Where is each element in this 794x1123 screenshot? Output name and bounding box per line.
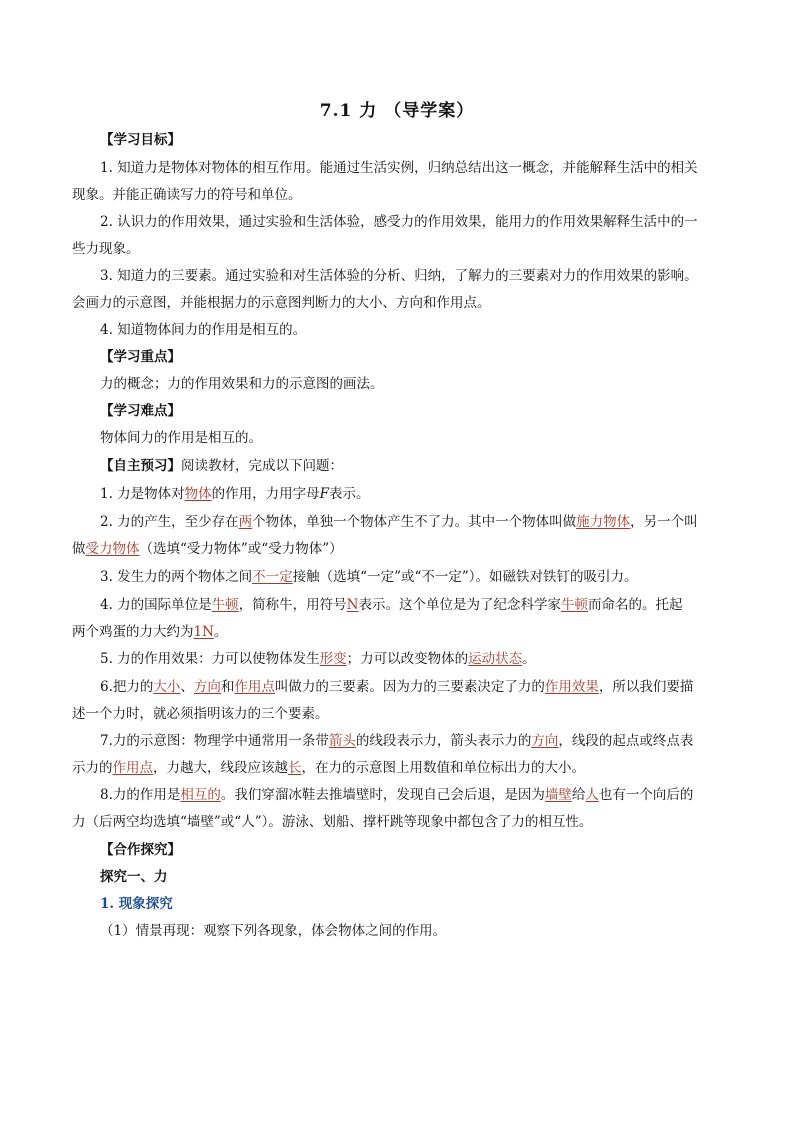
objective-3-line-2: 会画力的示意图，并能根据力的示意图判断力的大小、方向和作用点。 xyxy=(72,295,491,311)
question-7-line-1 xyxy=(100,731,693,751)
q7-text-e: ，力越大，线段应该越 xyxy=(153,760,288,776)
q2-text-e: （选填“受力物体”或“受力物体”） xyxy=(139,541,343,557)
explore-heading: 探究一、力 xyxy=(100,869,168,885)
explore-subheading: 1. 现象探究 xyxy=(100,896,173,912)
q4-text-f: 。 xyxy=(213,624,228,640)
key-points-text: 力的概念；力的作用效果和力的示意图的画法。 xyxy=(100,376,384,392)
objective-1-line-2: 现象。并能正确读写力的符号和单位。 xyxy=(72,187,302,203)
q5-text-c: 。 xyxy=(522,651,536,667)
q3-answer-1: 不一定 xyxy=(252,569,293,585)
q6-text-a: 6.把力的 xyxy=(100,679,154,695)
difficulty-text: 物体间力的作用是相互的。 xyxy=(100,430,262,446)
cooperation-header: 【合作探究】 xyxy=(100,842,181,858)
q2-text-b: 个物体，单独一个物体产生不了力。其中一个物体叫做 xyxy=(252,514,577,530)
question-1 xyxy=(100,484,370,504)
q4-answer-2: N xyxy=(346,597,359,613)
q6-text-b: 、 xyxy=(180,679,194,695)
question-7-line-2 xyxy=(72,758,585,778)
q7-answer-4: 长 xyxy=(288,760,302,776)
q7-answer-3: 作用点 xyxy=(112,760,153,776)
q4-text-d: 而命名的。托起 xyxy=(587,597,683,613)
q8-answer-3: 人 xyxy=(585,787,599,803)
q5-text-b: ；力可以改变物体的 xyxy=(346,651,469,667)
q3-text-a: 3. 发生力的两个物体之间 xyxy=(100,569,253,585)
q4-text-e: 两个鸡蛋的力大约为 xyxy=(72,624,194,640)
explore-scene: （1）情景再现：观察下列各现象，体会物体之间的作用。 xyxy=(100,923,447,939)
q3-text-b: 接触（选填“一定”或“不一定”）。如磁铁对铁钉的吸引力。 xyxy=(292,569,638,585)
q8-answer-2: 墙壁 xyxy=(544,787,572,803)
q2-answer-2: 施力物体 xyxy=(576,514,631,530)
q1-symbol: F xyxy=(319,486,330,502)
q2-answer-3: 受力物体 xyxy=(85,541,140,557)
q6-text-e: ，所以我们要描 xyxy=(598,679,694,695)
question-5 xyxy=(100,649,536,669)
objective-3-line-1: 3. 知道力的三要素。通过实验和对生活体验的分析、归纳，了解力的三要素对力的作用效果的影响。 xyxy=(100,268,698,284)
preview-header: 【自主预习】 xyxy=(100,458,181,474)
q7-text-d: 示力的 xyxy=(72,760,113,776)
q4-answer-4: 1N xyxy=(193,624,214,640)
q2-text-d: 做 xyxy=(72,541,86,557)
q7-text-f: ，在力的示意图上用数值和单位标出力的大小。 xyxy=(301,760,585,776)
q8-text-c: 给 xyxy=(571,787,586,803)
q6-answer-2: 方向 xyxy=(193,679,221,695)
preview-line xyxy=(100,456,343,476)
question-4-line-2 xyxy=(72,622,227,642)
q4-answer-3: 牛顿 xyxy=(560,597,588,613)
q4-text-c: 表示。这个单位是为了纪念科学家 xyxy=(358,597,561,613)
q1-answer-1: 物体 xyxy=(184,486,212,502)
q8-text-a: 8.力的作用是 xyxy=(100,787,181,803)
question-6-line-1 xyxy=(100,677,693,697)
question-4-line-1 xyxy=(100,595,682,615)
objective-1-line-1: 1. 知道力是物体对物体的相互作用。能通过生活实例，归纳总结出这一概念，并能解释生活中的相关 xyxy=(100,160,698,176)
q6-text-d: 叫做力的三要素。因为力的三要素决定了力的 xyxy=(274,679,545,695)
q7-answer-2: 方向 xyxy=(531,733,559,749)
q6-answer-3: 作用点 xyxy=(234,679,275,695)
q7-text-c: ，线段的起点或终点表 xyxy=(558,733,694,749)
key-points-header: 【学习重点】 xyxy=(100,349,181,365)
q1-text-a: 1. 力是物体对 xyxy=(100,486,185,502)
q5-answer-2: 运动状态 xyxy=(468,651,523,667)
q8-answer-1: 相互的 xyxy=(180,787,221,803)
q7-answer-1: 箭头 xyxy=(328,733,356,749)
q7-text-a: 7.力的示意图：物理学中通常用一条带 xyxy=(100,733,329,749)
q8-text-b: 。我们穿溜冰鞋去推墙壁时，发现自己会后退，是因为 xyxy=(220,787,545,803)
objective-2-line-1: 2. 认识力的作用效果，通过实验和生活体验，感受力的作用效果，能用力的作用效果解释生活中的一 xyxy=(100,214,698,230)
q2-text-c: ，另一个叫 xyxy=(630,514,698,530)
q5-text-a: 5. 力的作用效果：力可以使物体发生 xyxy=(100,651,320,667)
q1-text-c: 表示。 xyxy=(329,486,370,502)
objective-2-line-2: 些力现象。 xyxy=(72,241,140,257)
page-title: 7.1 力 （导学案） xyxy=(319,101,475,121)
q4-text-a: 4. 力的国际单位是 xyxy=(100,597,212,613)
q6-answer-4: 作用效果 xyxy=(544,679,599,695)
question-2-line-1 xyxy=(100,512,698,532)
q4-text-b: ，简称牛，用符号 xyxy=(238,597,347,613)
question-8-line-2: 力（后两空均选填“墙壁”或“人”）。游泳、划船、撑杆跳等现象中都包含了力的相互性。 xyxy=(72,814,593,830)
q6-answer-1: 大小 xyxy=(153,679,181,695)
preview-intro: 阅读教材，完成以下问题： xyxy=(181,458,343,474)
difficulty-header: 【学习难点】 xyxy=(100,403,181,419)
q2-text-a: 2. 力的产生，至少存在 xyxy=(100,514,239,530)
q6-text-c: 和 xyxy=(220,679,235,695)
q5-answer-1: 形变 xyxy=(319,651,347,667)
q4-answer-1: 牛顿 xyxy=(211,597,239,613)
q8-text-d: 也有一个向后的 xyxy=(598,787,694,803)
objective-4: 4. 知道物体间力的作用是相互的。 xyxy=(100,322,307,338)
q7-text-b: 的线段表示力，箭头表示力的 xyxy=(355,733,532,749)
q2-answer-1: 两 xyxy=(238,514,253,530)
question-6-line-2: 述一个力时，就必须指明该力的三个要素。 xyxy=(72,706,329,722)
question-2-line-2 xyxy=(72,539,343,559)
q1-text-b: 的作用，力用字母 xyxy=(211,486,320,502)
objectives-header: 【学习目标】 xyxy=(100,132,181,148)
question-3 xyxy=(100,567,638,587)
question-8-line-1 xyxy=(100,785,693,805)
